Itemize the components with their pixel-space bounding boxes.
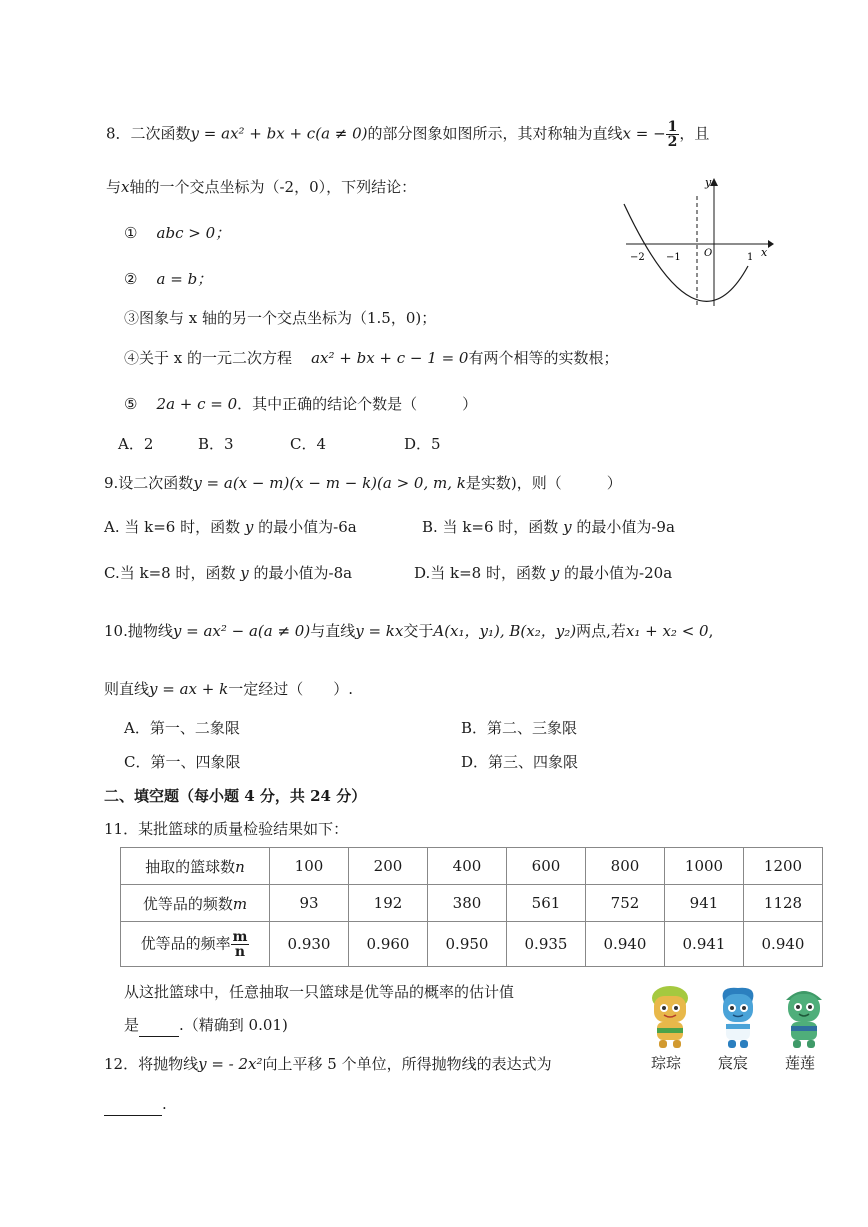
q9-option-a: A. 当 k=6 时，函数 y 的最小值为-6a (104, 518, 357, 536)
mascot-name-lianlian: 莲莲 (785, 1054, 816, 1072)
q8-conclusion-4: ④关于 x 的一元二次方程 ax² + bx + c − 1 = 0有两个相等的实数根； (124, 349, 619, 367)
q8-conclusion-3: ③图象与 x 轴的另一个交点坐标为（1.5，0)； (124, 309, 437, 327)
q10-option-b: B．第二、三象限 (461, 719, 578, 737)
mascot-name-congcong: 琮琮 (651, 1054, 682, 1072)
tick-label-1: 1 (747, 252, 754, 263)
table-row (121, 848, 823, 885)
table-row (121, 885, 823, 922)
mascot-congcong (642, 984, 698, 1050)
table-cell: 1200 (744, 848, 823, 885)
mascot-lianlian (776, 984, 832, 1050)
table-cell: 100 (270, 848, 349, 885)
q9-option-b: B. 当 k=6 时，函数 y 的最小值为-9a (422, 518, 675, 536)
table-cell: 400 (428, 848, 507, 885)
table-cell: 0.941 (665, 922, 744, 967)
q8-option-a: A．2 (118, 435, 154, 453)
table-cell: 0.960 (349, 922, 428, 967)
table-row (121, 922, 823, 967)
q9-option-d: D.当 k=8 时，函数 y 的最小值为-20a (414, 564, 673, 582)
q8-axis: x = − (622, 124, 666, 143)
q11-stem: 11．某批篮球的质量检验结果如下： (104, 820, 349, 838)
table-cell: 941 (665, 885, 744, 922)
q8-option-b: B．3 (198, 435, 234, 453)
table-cell: 0.930 (270, 922, 349, 967)
q10-option-a: A．第一、二象限 (124, 719, 240, 737)
table-cell: 93 (270, 885, 349, 922)
q11-answer-blank[interactable] (139, 1016, 179, 1037)
q11-quality-table (120, 847, 823, 967)
table-cell: 0.935 (507, 922, 586, 967)
table-cell: 1128 (744, 885, 823, 922)
table-cell: 200 (349, 848, 428, 885)
table-cell: 561 (507, 885, 586, 922)
q12-stem: 12．将抛物线y = - 2x²向上平移 5 个单位，所得抛物线的表达式为 (104, 1055, 552, 1073)
q8-axis-fraction: $\frac{1}{2}$ (667, 119, 678, 150)
x-axis-arrow (768, 240, 774, 248)
q10-option-d: D．第三、四象限 (461, 753, 579, 771)
table-cell: 1000 (665, 848, 744, 885)
q9-stem: 9.设二次函数y = a(x − m)(x − m − k)(a > 0, m, k是实数)，则（ ） (104, 474, 622, 492)
table-row-label: 抽取的篮球数n (121, 848, 270, 885)
q11-after-line1: 从这批篮球中，任意抽取一只篮球是优等品的概率的估计值 (124, 983, 515, 1001)
x-axis-label: x (761, 246, 768, 259)
q8-func: y = ax² + bx + c(a ≠ 0) (190, 124, 368, 143)
table-cell: 800 (586, 848, 665, 885)
q8-line2: 与x轴的一个交点坐标为（-2，0），下列结论： (106, 178, 417, 196)
table-cell: 0.950 (428, 922, 507, 967)
table-fraction: $\frac{m}{n}$ (232, 928, 248, 960)
q9-option-c: C.当 k=8 时，函数 y 的最小值为-8a (104, 564, 353, 582)
q8-parabola-graph (614, 170, 774, 310)
y-axis-label: y (705, 176, 712, 189)
q8-stem: 8．二次函数y = ax² + bx + c(a ≠ 0)的部分图象如图所示，其对称轴为直线x = − $\frac{1}{2}$ ，且 (106, 119, 710, 150)
tick-label-neg1: −1 (666, 252, 681, 263)
table-cell: 0.940 (744, 922, 823, 967)
table-cell: 192 (349, 885, 428, 922)
q10-line2: 则直线y = ax + k一定经过（ ）. (104, 680, 353, 698)
q10-stem: 10.抛物线y = ax² − a(a ≠ 0)与直线y = kx交于A(x₁，y₁), B(x₂，y₂)两点,若x₁ + x₂ < 0, (104, 622, 714, 640)
mascot-name-chenchen: 宸宸 (718, 1054, 749, 1072)
q12-answer-line: . (104, 1095, 167, 1116)
table-cell: 752 (586, 885, 665, 922)
q8-option-d: D．5 (404, 435, 441, 453)
q8-conclusion-1: ① abc > 0； (124, 224, 231, 242)
table-row-label: 优等品的频率 $\frac{m}{n}$ (121, 922, 270, 967)
q8-conclusion-5: ⑤ 2a + c = 0．其中正确的结论个数是（ ） (124, 395, 478, 413)
table-row-label: 优等品的频数m (121, 885, 270, 922)
q11-after-line2: 是 .（精确到 0.01) (124, 1016, 288, 1037)
origin-label: O (704, 248, 713, 259)
q10-option-c: C．第一、四象限 (124, 753, 241, 771)
mascot-chenchen (710, 984, 766, 1050)
section-2-title: 二、填空题（每小题 4 分，共 24 分） (104, 787, 367, 805)
table-cell: 0.940 (586, 922, 665, 967)
q8-conclusion-2: ② a = b； (124, 270, 213, 288)
tick-label-neg2: −2 (630, 252, 645, 263)
table-cell: 600 (507, 848, 586, 885)
q8-option-c: C．4 (290, 435, 327, 453)
table-cell: 380 (428, 885, 507, 922)
q12-answer-blank[interactable] (104, 1095, 162, 1116)
